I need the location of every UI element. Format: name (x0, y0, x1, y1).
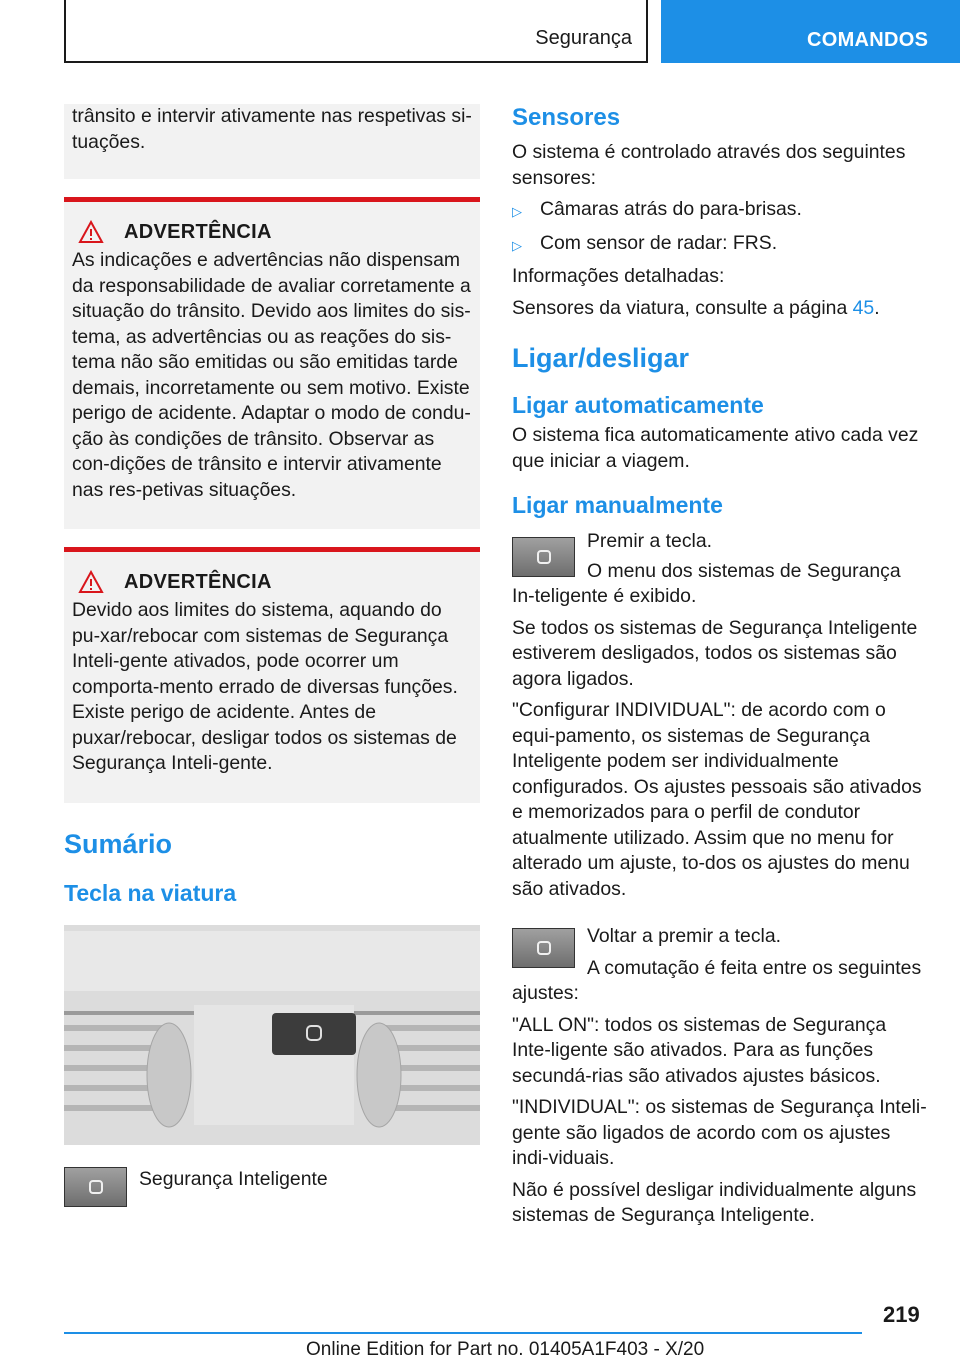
triangle-bullet-icon: ▷ (512, 204, 522, 219)
intro-box (64, 104, 480, 179)
page-number: 219 (883, 1302, 920, 1327)
page-reference: Sensores da viatura, consulte a página 45. (512, 296, 880, 319)
safety-key-icon[interactable] (512, 928, 575, 968)
heading-tecla: Tecla na viatura (64, 879, 237, 906)
paragraph: Se todos os sistemas de Segurança Inteligente estiverem desligados, todos os sistemas são agora ligados. (512, 616, 918, 690)
heading-auto: Ligar automaticamente (512, 392, 764, 418)
warning-box-1 (64, 197, 480, 529)
paragraph: "Configurar INDIVIDUAL": de acordo com o equi-pamento, os sistemas de Segurança Inteligente podem ser individualmente configurados. Os ajustes pessoais são ativados e memorizados para o perfil de condutor atualmente utilizado. Assim que no menu for alterado um ajuste, to-dos os ajustes do menu são ativados. (512, 699, 922, 900)
page-link[interactable]: 45 (852, 296, 875, 319)
chapter-tab[interactable]: COMANDOS (661, 0, 960, 63)
footer-rule (64, 1332, 862, 1334)
heading-ligar-desligar: Ligar/desligar (512, 343, 690, 373)
right-column (512, 104, 928, 1229)
warning-text: As indicações e advertências não dispensam da responsabilidade de avaliar corretamente a situação do trânsito. Devido aos limites do sis-tema, as advertências ou as reações do sis-tema não são emitidas ou são emitidas tarde demais, incorretamente ou sem motivo. Existe perigo de acidente. Adaptar o modo de condu-ção às condições de trânsito. Observar as con-dições de trânsito e intervir ativamente nas res-petivas situações. (72, 249, 471, 501)
edition-note: Online Edition for Part no. 01405A1F403 - X/20 (306, 1339, 705, 1360)
list-item: ▷ Com sensor de radar: FRS. (512, 231, 928, 259)
safety-key-icon[interactable] (512, 537, 575, 577)
warning-triangle-icon (78, 570, 104, 594)
key-caption: Segurança Inteligente (139, 1167, 328, 1190)
info-label: Informações detalhadas: (512, 265, 725, 287)
warning-triangle-icon (78, 220, 104, 244)
step2-line: Voltar a premir a tecla. (587, 925, 781, 947)
warning-title: ADVERTÊNCIA (124, 220, 272, 243)
heading-manual: Ligar manualmente (512, 492, 723, 518)
paragraph: "INDIVIDUAL": os sistemas de Segurança Inteli-gente são ligados de acordo com os ajustes indi-viduais. (512, 1096, 927, 1169)
step1-line: Premir a tecla. (587, 530, 712, 552)
warning-text: Devido aos limites do sistema, aquando do pu-xar/rebocar com sistemas de Segurança Inteli-gente ativados, pode ocorrer um comporta-mento errado de diversas funções. Existe perigo de acidente. Antes de puxar/rebocar, desligar todos os sistemas de Segurança Inteli-gente. (72, 599, 458, 774)
heading-sensores: Sensores (512, 104, 621, 131)
left-column (64, 104, 480, 1207)
list-item: ▷ Câmaras atrás do para-brisas. (512, 197, 928, 225)
heading-sumario: Sumário (64, 828, 173, 859)
sensors-intro: O sistema é controlado através dos seguintes sensores: (512, 141, 906, 189)
section-title: Segurança (535, 27, 632, 49)
safety-key-icon[interactable] (64, 1167, 127, 1207)
warning-box-2 (64, 547, 480, 803)
intro-text: trânsito e intervir ativamente nas respetivas si-tuações. (72, 105, 472, 153)
header-frame (64, 0, 648, 63)
auto-text: O sistema fica automaticamente ativo cada vez que iniciar a viagem. (512, 424, 919, 472)
paragraph: Não é possível desligar individualmente alguns sistemas de Segurança Inteligente. (512, 1178, 917, 1226)
paragraph: "ALL ON": todos os sistemas de Segurança Inte-ligente são ativados. Para as funções secundá-rias são ativados ajustes básicos. (512, 1013, 887, 1087)
triangle-bullet-icon: ▷ (512, 237, 522, 253)
vehicle-button-photo (64, 925, 480, 1145)
step1-detail: O menu dos sistemas de Segurança In-teligente é exibido. (512, 559, 901, 607)
warning-title: ADVERTÊNCIA (124, 570, 272, 593)
step2-detail: A comutação é feita entre os seguintes ajustes: (512, 956, 922, 1004)
